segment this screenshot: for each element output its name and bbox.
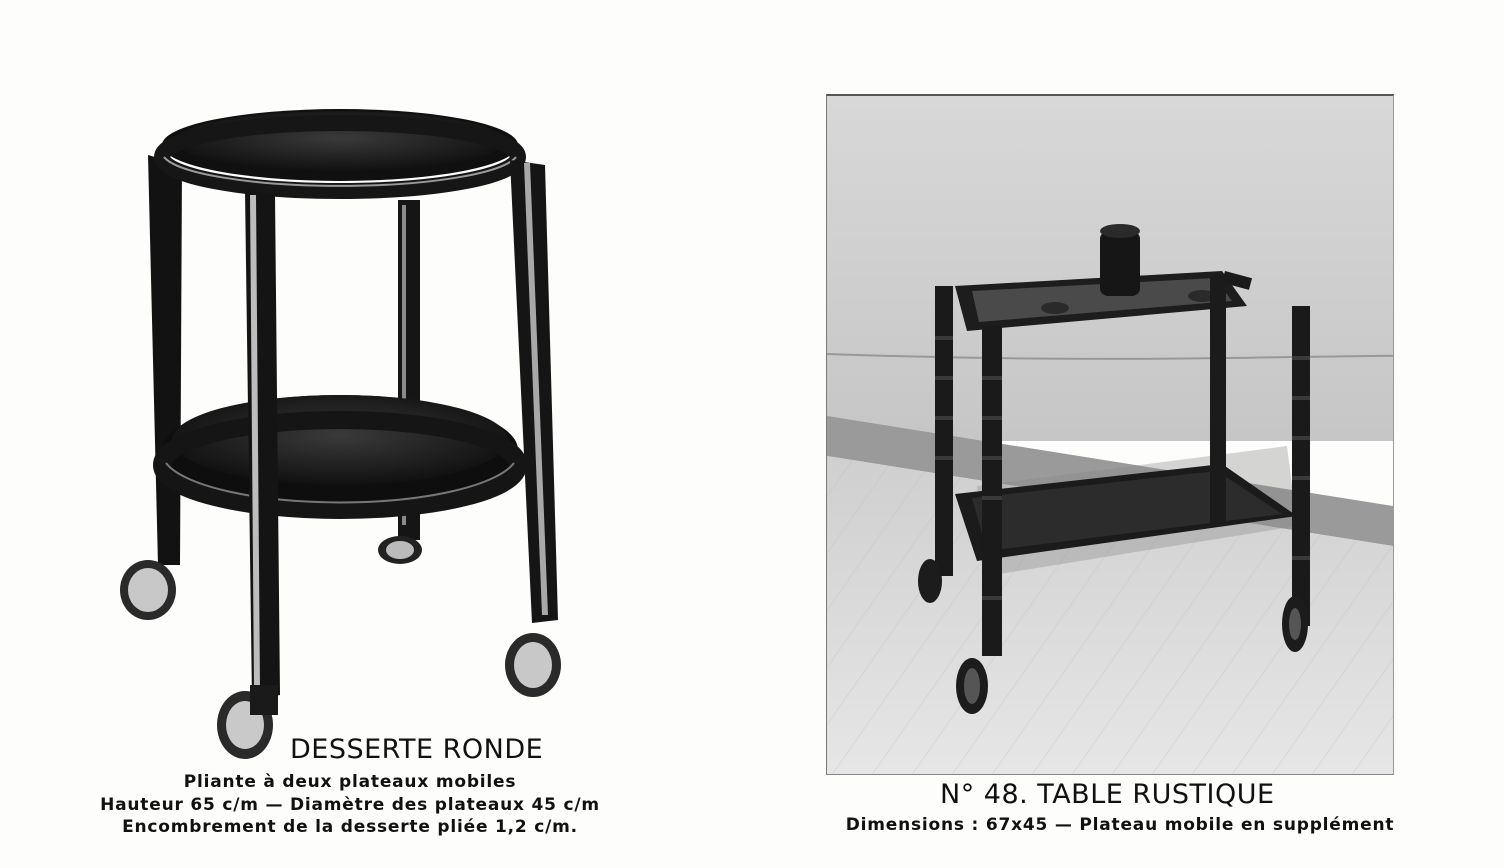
product-table-rustique: [760, 0, 1504, 868]
product-title: DESSERTE RONDE: [290, 734, 544, 765]
product-caption-line: Encombrement de la desserte pliée 1,2 c/m.: [122, 817, 578, 837]
rustic-tea-cart-illustration: [827, 96, 1393, 774]
product-title: N° 48. TABLE RUSTIQUE: [940, 779, 1275, 810]
rustic-table-photo: [826, 94, 1394, 775]
product-caption-line: Pliante à deux plateaux mobiles: [183, 772, 517, 792]
product-caption-line: Hauteur 65 c/m — Diamètre des plateaux 45 c/m: [100, 795, 600, 815]
round-serving-trolley-illustration: [100, 95, 600, 775]
product-caption-line: Dimensions : 67x45 — Plateau mobile en supplément: [845, 815, 1395, 835]
